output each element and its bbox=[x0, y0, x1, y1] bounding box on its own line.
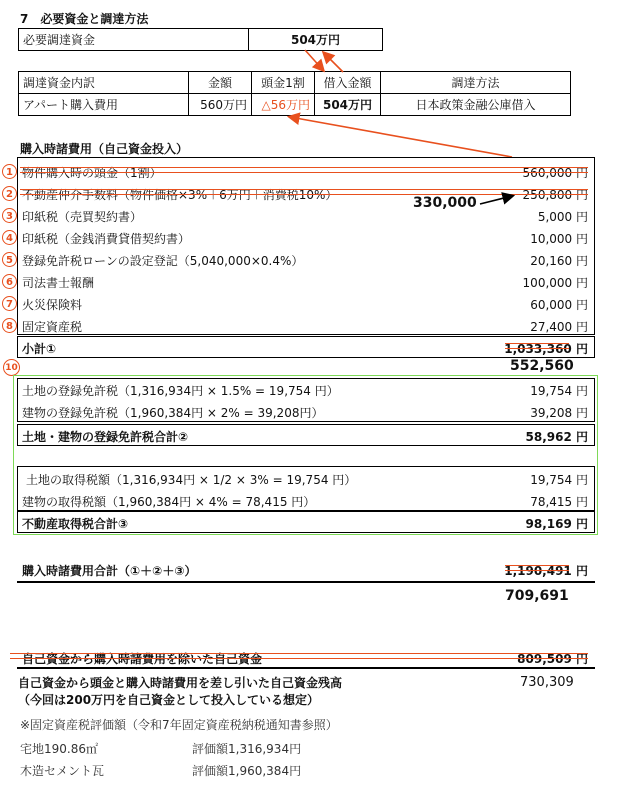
cost-item-amount: 10,000 円 bbox=[530, 232, 588, 246]
grand-total-amount: 1,190,491 bbox=[504, 564, 572, 578]
grand-total-unit: 円 bbox=[575, 564, 588, 578]
cost-item-label: 印紙税（売買契約書） bbox=[22, 210, 143, 224]
registration-building-label: 建物の登録免許税（1,960,384円 × 2% = 39,208円） bbox=[22, 406, 324, 420]
cost-item-amount: 27,400 円 bbox=[530, 320, 588, 334]
item-number-10: 10 bbox=[3, 359, 20, 376]
remaining-line2: （今回は200万円を自己資金として投入している想定） bbox=[18, 693, 320, 707]
grand-total-underline bbox=[17, 581, 595, 583]
acquisition-land-amount: 19,754 円 bbox=[530, 473, 588, 487]
strike-item-1a bbox=[20, 167, 588, 168]
subtotal1-corrected: 552,560 bbox=[510, 358, 574, 374]
header-downpayment: 頭金1割 bbox=[252, 72, 315, 94]
arrow-to-downpayment bbox=[290, 117, 512, 157]
item-number-4: 4 bbox=[2, 230, 17, 245]
cost-item-label: 司法書士報酬 bbox=[22, 276, 95, 290]
cost-item-label: 物件購入時の頭金（1割） bbox=[22, 166, 162, 180]
remaining-line1: 自己資金から頭金と購入時諸費用を差し引いた自己資金残高 bbox=[18, 676, 343, 690]
cost-item-label: 不動産仲介手数料（物件価格×3%＋6万円＋消費税10%） bbox=[22, 188, 338, 202]
cost-item-7 bbox=[22, 292, 588, 314]
subtotal1-label: 小計① bbox=[22, 342, 57, 356]
remaining-value: 730,309 bbox=[520, 675, 574, 690]
cost-item-label: 火災保険料 bbox=[22, 298, 83, 312]
strike-grand-total-a bbox=[505, 565, 569, 566]
item-number-2: 2 bbox=[2, 186, 17, 201]
strike-own-funds-a bbox=[10, 653, 588, 654]
item-number-1: 1 bbox=[2, 164, 17, 179]
item-number-7: 7 bbox=[2, 296, 17, 311]
handwritten-330000: 330,000 bbox=[413, 195, 477, 211]
cell-method: 日本政策金融公庫借入 bbox=[381, 94, 571, 116]
note-land-label: 宅地190.86㎡ bbox=[20, 742, 98, 756]
required-value: 504万円 bbox=[249, 29, 383, 51]
acquisition-total-label: 不動産取得税合計③ bbox=[22, 517, 129, 531]
note-building-value: 評価額1,960,384円 bbox=[192, 764, 302, 778]
remaining-text bbox=[18, 675, 342, 709]
arrow-to-required bbox=[324, 53, 343, 72]
own-funds-unit: 円 bbox=[575, 652, 588, 666]
own-funds-label: 自己資金から購入時諸費用を除いた自己資金 bbox=[22, 652, 263, 666]
cost-item-amount: 20,160 円 bbox=[530, 254, 588, 268]
costs-title: 購入時諸費用（自己資金投入） bbox=[20, 142, 189, 156]
cost-item-amount: 100,000 円 bbox=[522, 276, 588, 290]
cost-item-1 bbox=[22, 160, 588, 182]
cost-item-amount: 60,000 円 bbox=[530, 298, 588, 312]
item-number-3: 3 bbox=[2, 208, 17, 223]
cell-loan: 504万円 bbox=[315, 94, 381, 116]
header-loan: 借入金額 bbox=[315, 72, 381, 94]
grand-total-row bbox=[22, 558, 588, 580]
cost-item-4 bbox=[22, 226, 588, 248]
grand-total-label: 購入時諸費用合計（①＋②＋③） bbox=[22, 564, 197, 578]
cost-item-6 bbox=[22, 270, 588, 292]
header-method: 調達方法 bbox=[381, 72, 571, 94]
section-title: 7 必要資金と調達方法 bbox=[20, 12, 149, 26]
acquisition-building-row bbox=[22, 489, 588, 511]
header-breakdown: 調達資金内訳 bbox=[19, 72, 189, 94]
cell-downpayment: △56万円 bbox=[252, 94, 315, 116]
subtotal1-amount: 1,033,360 bbox=[504, 342, 572, 356]
arrow-330000 bbox=[478, 190, 518, 210]
cell-amount: 560万円 bbox=[189, 94, 252, 116]
cost-item-8 bbox=[22, 314, 588, 336]
header-amount: 金額 bbox=[189, 72, 252, 94]
acquisition-total-row bbox=[22, 511, 588, 533]
acquisition-building-label: 建物の取得税額（1,960,384円 × 4% = 78,415 円） bbox=[22, 495, 316, 509]
registration-total-row bbox=[22, 424, 588, 446]
strike-subtotal1b bbox=[505, 348, 569, 349]
item-number-5: 5 bbox=[2, 252, 17, 267]
acquisition-building-amount: 78,415 円 bbox=[530, 495, 588, 509]
cost-item-label: 登録免許税ローンの設定登記（5,040,000×0.4%） bbox=[22, 254, 304, 268]
item-number-8: 8 bbox=[2, 318, 17, 333]
registration-land-label: 土地の登録免許税（1,316,934円 × 1.5% = 19,754 円） bbox=[22, 384, 339, 398]
required-label: 必要調達資金 bbox=[19, 29, 249, 51]
own-funds-underline bbox=[17, 667, 595, 669]
registration-building-amount: 39,208 円 bbox=[530, 406, 588, 420]
arrow-to-loan bbox=[305, 50, 323, 70]
registration-building-row bbox=[22, 400, 588, 422]
cell-breakdown: アパート購入費用 bbox=[19, 94, 189, 116]
acquisition-total-amount: 98,169 円 bbox=[525, 517, 588, 531]
subtotal1-unit: 円 bbox=[575, 342, 588, 356]
own-funds-amount: 809,509 bbox=[517, 652, 572, 666]
acquisition-land-label: 土地の取得税額（1,316,934円 × 1/2 × 3% = 19,754 円） bbox=[26, 473, 357, 487]
strike-grand-total-b bbox=[505, 570, 569, 571]
notes-title: ※固定資産税評価額（令和7年固定資産税納税通知書参照） bbox=[20, 718, 338, 732]
item-number-6: 6 bbox=[2, 274, 17, 289]
strike-subtotal1a bbox=[505, 343, 569, 344]
cost-item-5 bbox=[22, 248, 588, 270]
registration-land-amount: 19,754 円 bbox=[530, 384, 588, 398]
own-funds-row bbox=[22, 646, 588, 668]
subtotal1-row bbox=[22, 336, 588, 358]
registration-land-row bbox=[22, 378, 588, 400]
strike-item-1b bbox=[20, 172, 588, 173]
registration-total-label: 土地・建物の登録免許税合計② bbox=[22, 430, 189, 444]
cost-item-amount: 250,800 円 bbox=[522, 188, 588, 202]
cost-item-amount: 560,000 円 bbox=[522, 166, 588, 180]
registration-total-amount: 58,962 円 bbox=[525, 430, 588, 444]
cost-item-label: 印紙税（金銭消費貸借契約書） bbox=[22, 232, 191, 246]
strike-own-funds-b bbox=[10, 658, 588, 659]
grand-total-corrected: 709,691 bbox=[505, 588, 569, 604]
note-building-label: 木造セメント瓦 bbox=[20, 764, 105, 778]
annotation-arrows bbox=[0, 0, 619, 160]
cost-item-amount: 5,000 円 bbox=[537, 210, 588, 224]
acquisition-land-row bbox=[22, 467, 588, 489]
cost-item-label: 固定資産税 bbox=[22, 320, 83, 334]
note-land-value: 評価額1,316,934円 bbox=[192, 742, 302, 756]
